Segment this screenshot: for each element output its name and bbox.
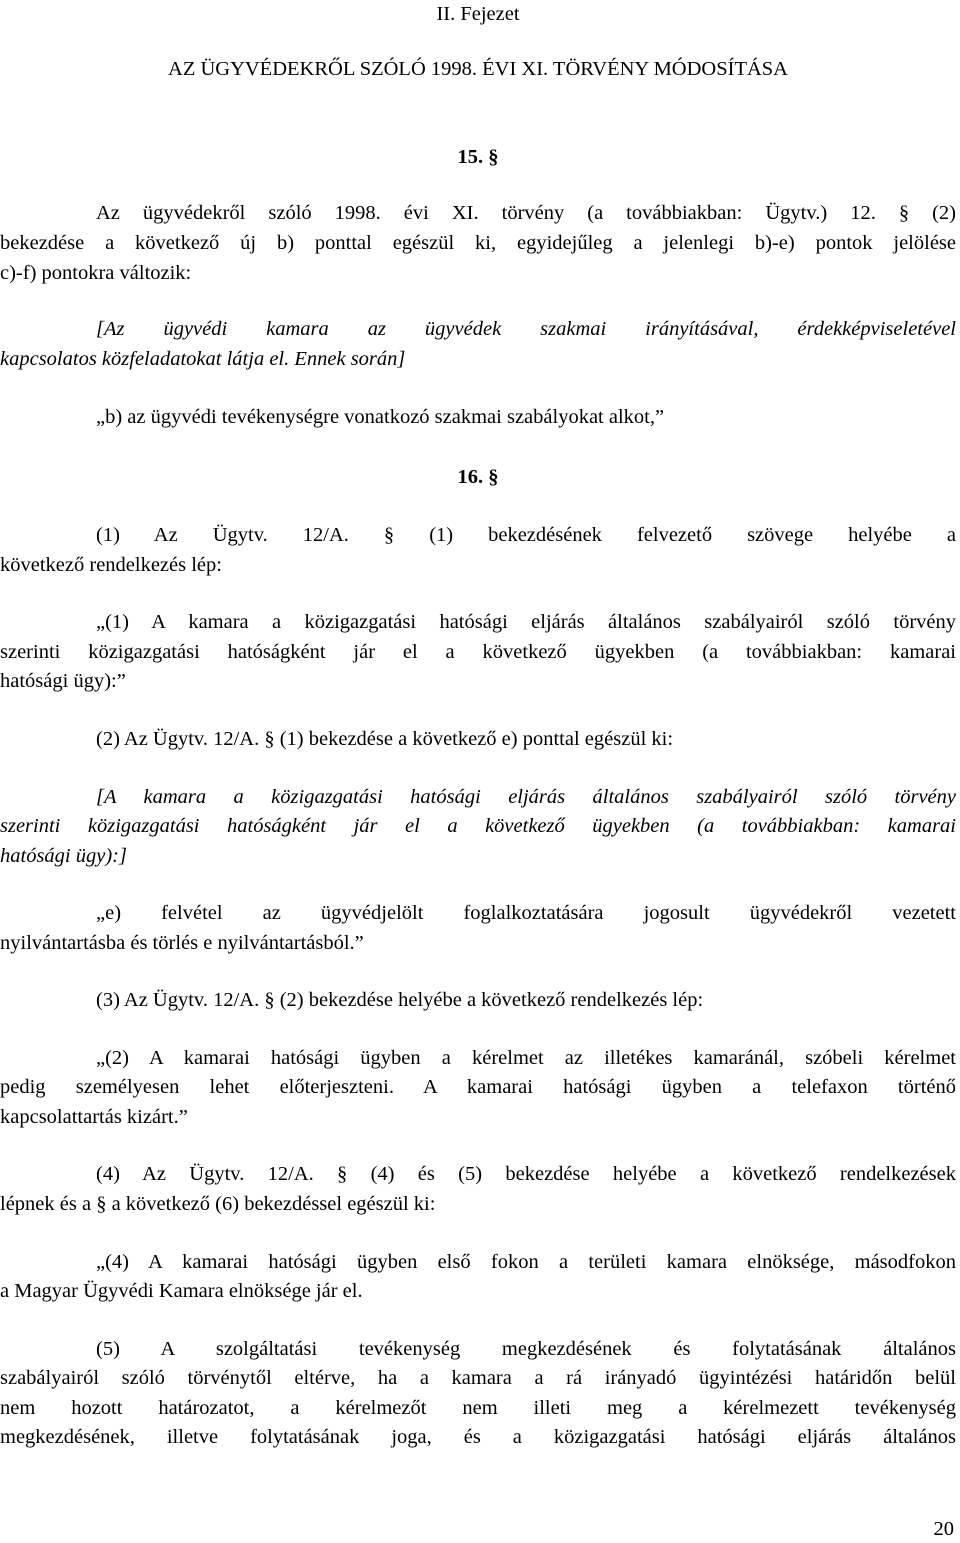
chapter-heading: II. Fejezet bbox=[436, 3, 520, 25]
s16-p3-quote-line-1: „(2) A kamarai hatósági ügyben a kérelmet az illetékes kamaránál, szóbeli kérelmet bbox=[96, 1047, 956, 1069]
section-15-heading: 15. § bbox=[457, 146, 499, 168]
section-16-heading: 16. § bbox=[457, 466, 499, 488]
s16-p2: (2) Az Ügytv. 12/A. § (1) bekezdése a következő e) ponttal egészül ki: bbox=[96, 728, 674, 750]
s16-p3-quote-line-2: pedig személyesen lehet előterjeszteni. A kamarai hatósági ügyben a telefaxon történő bbox=[0, 1076, 956, 1098]
s16-p4-line-2: lépnek és a § a következő (6) bekezdéssel egészül ki: bbox=[0, 1193, 436, 1215]
s16-p1-quote-line-2: szerinti közigazgatási hatóságként jár el a következő ügyekben (a továbbiakban: kamarai bbox=[0, 641, 956, 663]
s16-p4-quote-line-2: a Magyar Ügyvédi Kamara elnöksége jár el. bbox=[0, 1280, 363, 1302]
s16-p1-line-1: (1) Az Ügytv. 12/A. § (1) bekezdésének felvezető szövege helyébe a bbox=[96, 524, 956, 546]
chapter-title: AZ ÜGYVÉDEKRŐL SZÓLÓ 1998. ÉVI XI. TÖRVÉNY MÓDOSÍTÁSA bbox=[168, 58, 788, 80]
s16-p2-quote-line-2: nyilvántartásba és törlés e nyilvántartásból.” bbox=[0, 932, 364, 954]
s16-p5-line-4: megkezdésének, illetve folytatásának joga, és a közigazgatási hatósági eljárás általános bbox=[0, 1426, 956, 1448]
s16-p4-quote-line-1: „(4) A kamarai hatósági ügyben első fokon a területi kamara elnöksége, másodfokon bbox=[96, 1251, 956, 1273]
s16-p5-line-3: nem hozott határozatot, a kérelmezőt nem illeti meg a kérelmezett tevékenység bbox=[0, 1397, 956, 1419]
s16-p3-quote-line-3: kapcsolattartás kizárt.” bbox=[0, 1106, 188, 1128]
s15-intro-line-1: Az ügyvédekről szóló 1998. évi XI. törvény (a továbbiakban: Ügytv.) 12. § (2) bbox=[96, 202, 956, 224]
s16-p2-context-line-2: szerinti közigazgatási hatóságként jár el a következő ügyekben (a továbbiakban: kamarai bbox=[0, 815, 956, 837]
s16-p4-line-1: (4) Az Ügytv. 12/A. § (4) és (5) bekezdése helyébe a következő rendelkezések bbox=[96, 1163, 956, 1185]
s16-p2-quote-line-1: „e) felvétel az ügyvédjelölt foglalkoztatására jogosult ügyvédekről vezetett bbox=[96, 902, 956, 924]
s16-p1-line-2: következő rendelkezés lép: bbox=[0, 554, 222, 576]
page-number: 20 bbox=[933, 1518, 954, 1540]
s15-context-line-1: [Az ügyvédi kamara az ügyvédek szakmai irányításával, érdekképviseletével bbox=[96, 318, 956, 340]
s15-intro-line-3: c)-f) pontokra változik: bbox=[0, 262, 192, 284]
s16-p1-quote-line-3: hatósági ügy):” bbox=[0, 670, 126, 692]
s15-point-b: „b) az ügyvédi tevékenységre vonatkozó szakmai szabályokat alkot,” bbox=[96, 406, 665, 428]
s16-p5-line-1: (5) A szolgáltatási tevékenység megkezdésének és folytatásának általános bbox=[96, 1338, 956, 1360]
s16-p2-context-line-1: [A kamara a közigazgatási hatósági eljárás általános szabályairól szóló törvény bbox=[96, 786, 956, 808]
s16-p2-context-line-3: hatósági ügy):] bbox=[0, 845, 127, 867]
s16-p1-quote-line-1: „(1) A kamara a közigazgatási hatósági eljárás általános szabályairól szóló törvény bbox=[96, 611, 956, 633]
s15-context-line-2: kapcsolatos közfeladatokat látja el. Ennek során] bbox=[0, 348, 406, 370]
s15-intro-line-2: bekezdése a következő új b) ponttal egészül ki, egyidejűleg a jelenlegi b)-e) pontok jelölése bbox=[0, 232, 956, 254]
s16-p5-line-2: szabályairól szóló törvénytől eltérve, ha a kamara a rá irányadó ügyintézési határidőn belül bbox=[0, 1367, 956, 1389]
s16-p3: (3) Az Ügytv. 12/A. § (2) bekezdése helyébe a következő rendelkezés lép: bbox=[96, 989, 704, 1011]
